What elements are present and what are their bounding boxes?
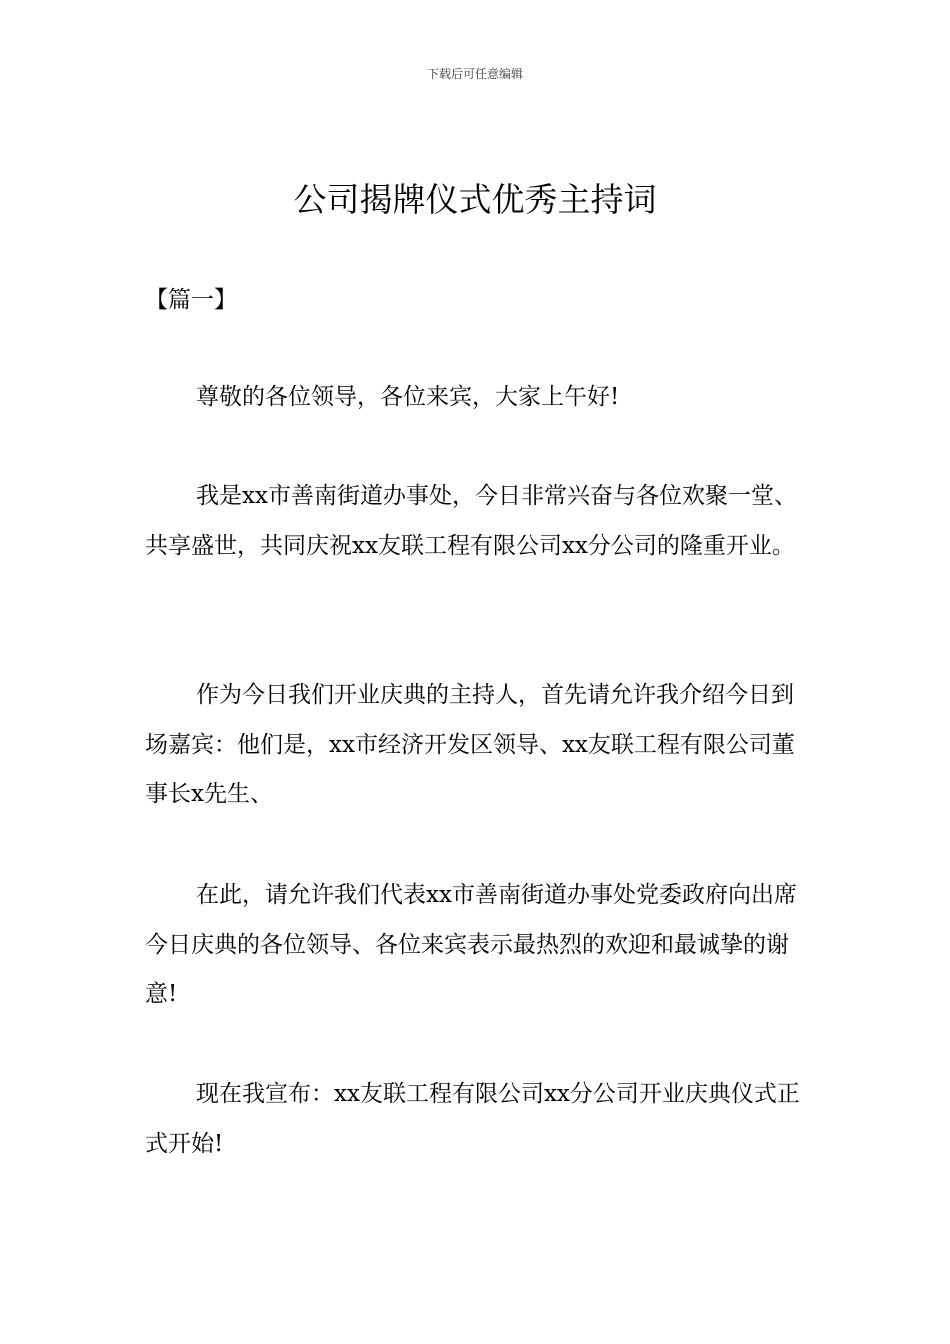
section-label: 【篇一】 <box>145 287 237 313</box>
paragraph-greeting: 尊敬的各位领导，各位来宾，大家上午好! <box>196 384 620 410</box>
paragraph-guests: 作为今日我们开业庆典的主持人，首先请允许我介绍今日到场嘉宾：他们是，xx市经济开发区领导、xx友联工程有限公司董事长x先生、 <box>145 682 795 807</box>
paragraph-introduction: 我是xx市善南街道办事处，今日非常兴奋与各位欢聚一堂、共享盛世，共同庆祝xx友联工程有限公司xx分公司的隆重开业。 <box>145 483 797 559</box>
page-header-note: 下载后可任意编辑 <box>426 67 523 81</box>
document-title: 公司揭牌仪式优秀主持词 <box>293 180 657 219</box>
paragraph-announcement: 现在我宣布：xx友联工程有限公司xx分公司开业庆典仪式正式开始! <box>145 1081 800 1157</box>
paragraph-welcome: 在此，请允许我们代表xx市善南街道办事处党委政府向出席今日庆典的各位领导、各位来宾表示最热烈的欢迎和最诚挚的谢意! <box>145 882 797 1007</box>
